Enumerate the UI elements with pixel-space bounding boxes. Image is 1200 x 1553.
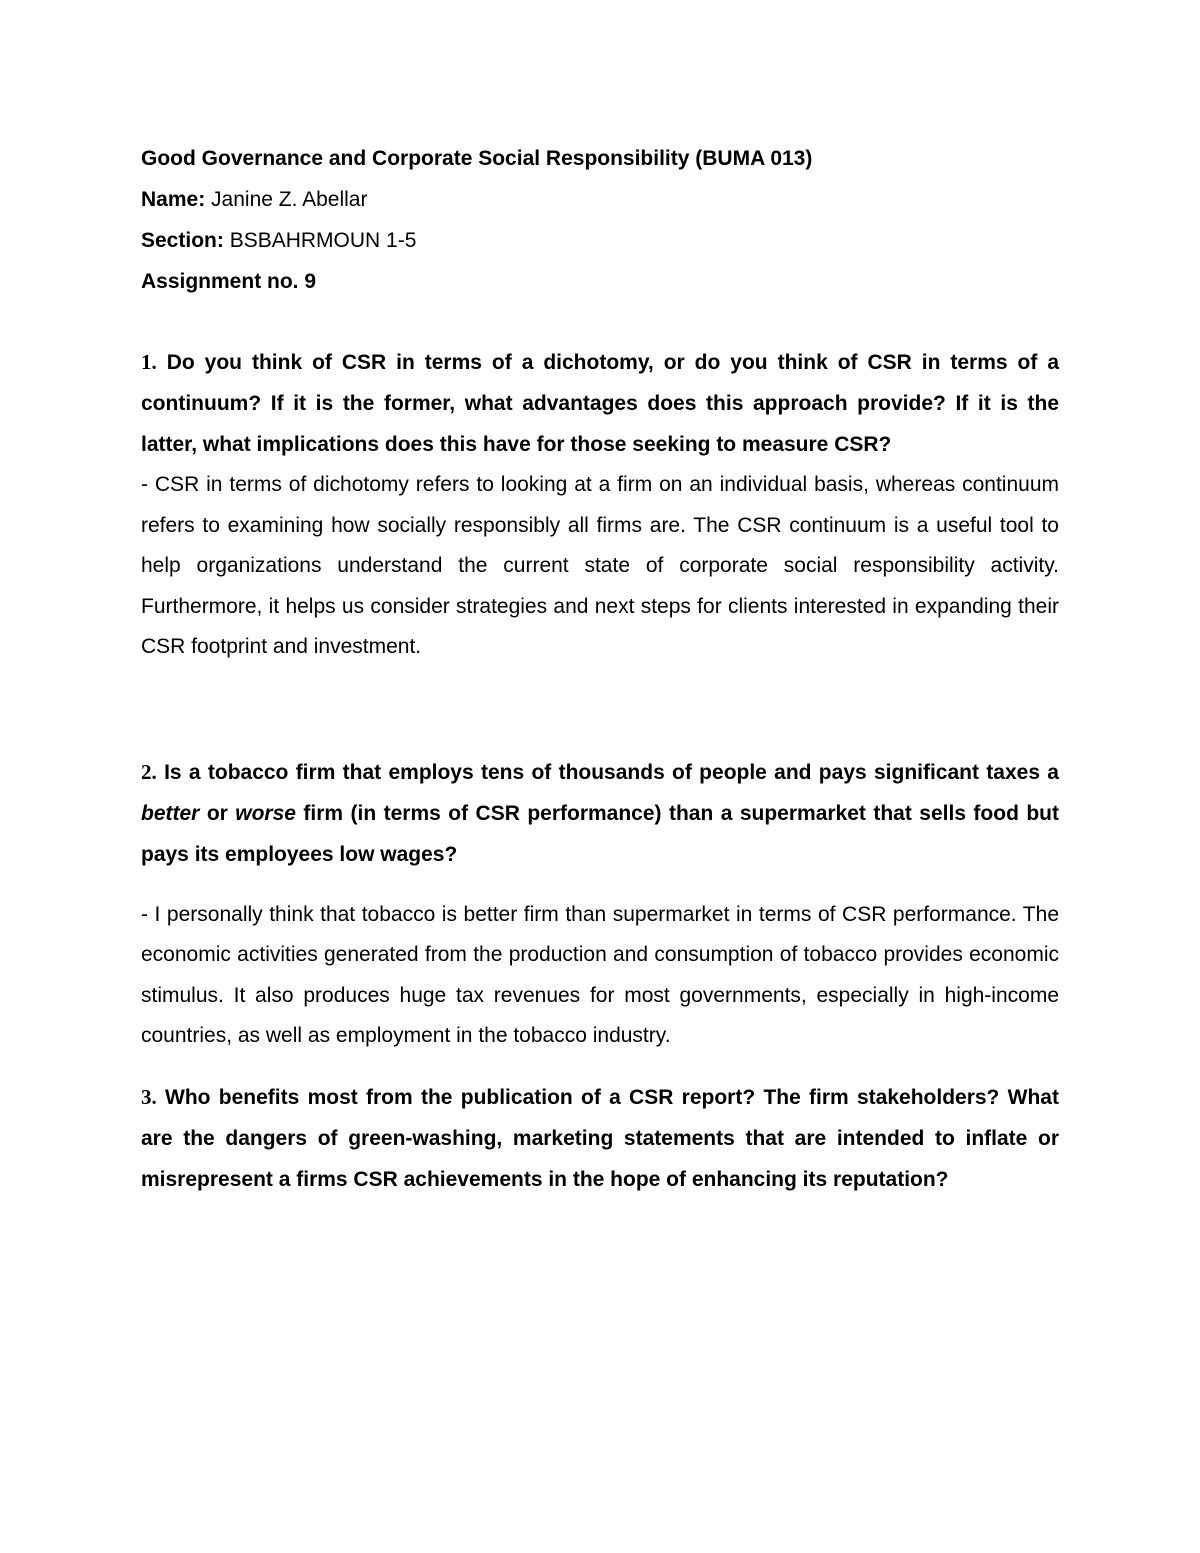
question-1-number: 1 — [141, 350, 152, 374]
question-2-text-a: Is a tobacco firm that employs tens of thousands of people and pays significant taxes a — [164, 760, 1059, 784]
assignment-number: Assignment no. 9 — [141, 270, 317, 293]
document-body — [141, 138, 1059, 1200]
question-2-text-b: firm (in terms of CSR performance) than a supermarket that sells food but pays its employees low wages? — [141, 801, 1060, 866]
question-2-or: or — [206, 801, 228, 825]
question-2-number: 2 — [141, 759, 152, 784]
question-3 — [141, 1077, 1059, 1200]
spacer — [141, 668, 1059, 752]
question-1-text: Do you think of CSR in terms of a dichotomy, or do you think of CSR in terms of a continuum? If it is the former, what advantages does this approach provide? If it is the latter, what implications does this have for those seeking to measure CSR? — [141, 351, 1059, 456]
question-3-dot: . — [151, 1084, 157, 1109]
question-1-dot: . — [151, 350, 157, 374]
answer-2: - I personally think that tobacco is better firm than supermarket in terms of CSR performance. The economic activities generated from the production and consumption of tobacco provides economic stimulus. It also produces huge tax revenues for most governments, especially in high-income countries, as well as employment in the tobacco industry. — [141, 902, 1059, 1047]
question-2-better: better — [141, 801, 200, 825]
section-value: BSBAHRMOUN 1-5 — [229, 229, 417, 252]
section-label: Section: — [141, 229, 224, 252]
spacer — [141, 1057, 1059, 1077]
spacer — [141, 302, 1059, 342]
name-value: Janine Z. Abellar — [211, 188, 368, 211]
question-2-dot: . — [151, 759, 157, 784]
question-3-number: 3 — [141, 1084, 152, 1109]
question-1 — [141, 342, 1059, 465]
spacer — [141, 875, 1059, 895]
question-2 — [141, 752, 1059, 875]
student-name-line — [141, 179, 1059, 220]
section-line — [141, 220, 1059, 261]
name-label: Name: — [141, 188, 206, 211]
course-title: Good Governance and Corporate Social Responsibility (BUMA 013) — [141, 147, 813, 170]
answer-1: - CSR in terms of dichotomy refers to looking at a firm on an individual basis, whereas continuum refers to examining how socially responsibly all firms are. The CSR continuum is a useful tool to help organizations understand the current state of corporate social responsibility activity. Furthermore, it helps us consider strategies and next steps for clients interested in expanding their CSR footprint and investment. — [141, 473, 1059, 658]
question-3-text: Who benefits most from the publication of a CSR report? The firm stakeholders? What are the dangers of green-washing, marketing statements that are intended to inflate or misrepresent a firms CSR achievements in the hope of enhancing its reputation? — [141, 1085, 1059, 1191]
question-2-worse: worse — [235, 801, 296, 825]
